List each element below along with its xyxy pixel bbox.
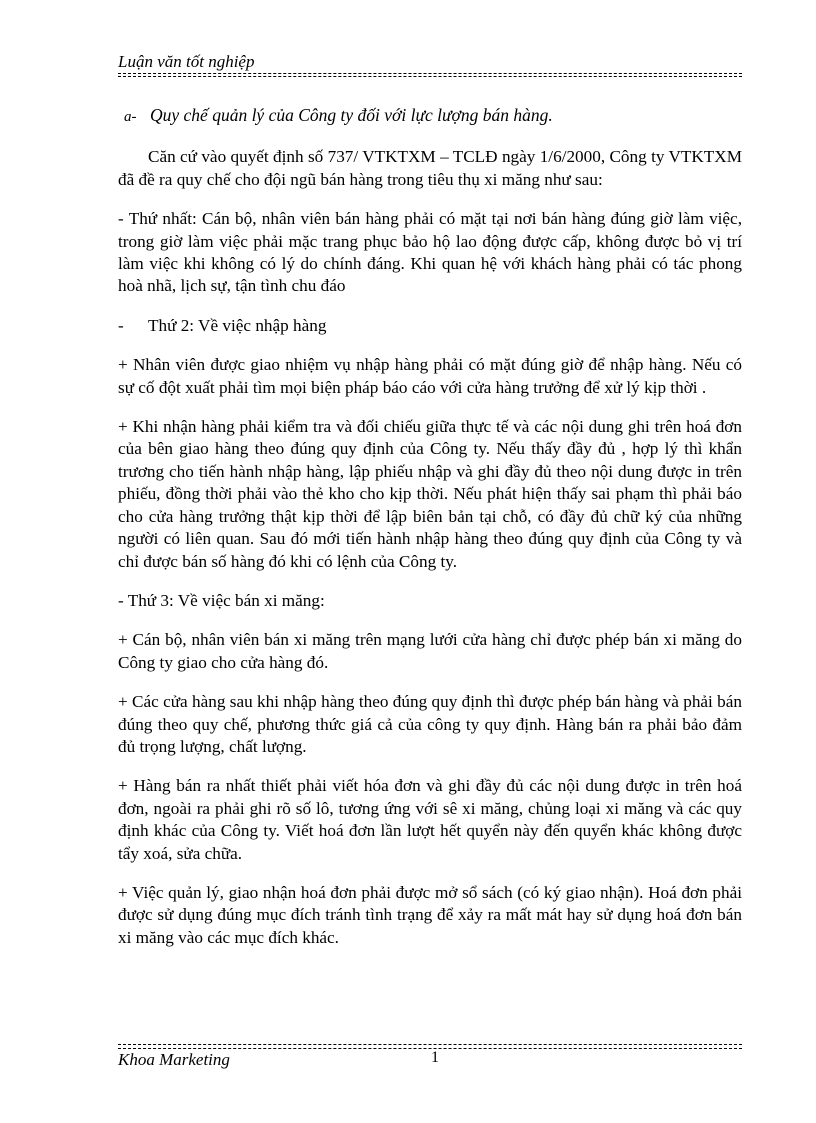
intro-paragraph: Căn cứ vào quyết định số 737/ VTKTXM – TCLĐ ngày 1/6/2000, Công ty VTKTXM đã đề ra quy chế cho đội ngũ bán hàng trong tiêu thụ xi măng như sau: <box>118 147 742 189</box>
second-rule-item-b: + Khi nhận hàng phải kiểm tra và đối chiếu giữa thực tế và các nội dung ghi trên hoá đơn của bên giao hàng theo đúng quy định của Công ty. Nếu thấy đầy đủ , hợp lý thì khẩn trương cho tiến hành nhập hàng, lập phiếu nhập và ghi đầy đủ theo nội dung được in trên phiếu, đồng thời phải vào thẻ kho cho kịp thời. Nếu phát hiện thấy sai phạm thì phải báo cho cửa hàng trưởng thật kịp thời để lập biên bản tại chỗ, có đầy đủ chữ ký của những người có liên quan. Sau đó mới tiến hành nhập hàng theo đúng quy định của Công ty và chỉ được bán số hàng đó khi có lệnh của Công ty. <box>118 417 742 571</box>
second-rule-heading <box>118 315 742 337</box>
section-heading-text: Quy chế quản lý của Công ty đối với lực lượng bán hàng. <box>150 105 553 125</box>
third-rule-item-c: + Hàng bán ra nhất thiết phải viết hóa đơn và ghi đầy đủ các nội dung được in trên hoá đơn, ngoài ra phải ghi rõ số lô, tương ứng với sê xi măng, chủng loại xi măng và các quy định khác của Công ty. Viết hoá đơn lần lượt hết quyển này đến quyển khác không được tẩy xoá, sửa chữa. <box>118 776 742 863</box>
first-rule-paragraph: - Thứ nhất: Cán bộ, nhân viên bán hàng phải có mặt tại nơi bán hàng đúng giờ làm việc, trong giờ làm việc phải mặc trang phục bảo hộ lao động được cấp, không được bỏ vị trí làm việc khi không có lý do chính đáng. Khi quan hệ với khách hàng phải có tác phong hoà nhã, lịch sự, tận tình chu đáo <box>118 209 742 296</box>
third-rule-item-b: + Các cửa hàng sau khi nhập hàng theo đúng quy định thì được phép bán hàng và phải bán đúng theo quy chế, phương thức giá cả của công ty quy định. Hàng bán ra phải bảo đảm đủ trọng lượng, chất lượng. <box>118 692 742 756</box>
footer-divider-secondary <box>118 1048 742 1049</box>
third-rule-item-d: + Việc quản lý, giao nhận hoá đơn phải được mở sổ sách (có ký giao nhận). Hoá đơn phải được sử dụng đúng mục đích tránh tình trạng để xảy ra mất mát hay sử dụng hoá đơn bán xi măng vào các mục đích khác. <box>118 882 742 947</box>
second-rule-item-a: + Nhân viên được giao nhiệm vụ nhập hàng phải có mặt đúng giờ để nhập hàng. Nếu có sự cố đột xuất phải tìm mọi biện pháp báo cáo với cửa hàng trưởng để xử lý kịp thời . <box>118 355 742 397</box>
footer-divider <box>118 1044 742 1045</box>
header-title: Luận văn tốt nghiệp <box>118 52 255 71</box>
section-marker: a- <box>124 109 137 125</box>
third-rule-heading: - Thứ 3: Về việc bán xi măng: <box>118 590 325 610</box>
second-rule-heading-text: Thứ 2: Về việc nhập hàng <box>148 315 327 335</box>
document-body <box>118 104 742 966</box>
section-heading <box>124 104 742 128</box>
header-divider-secondary <box>118 76 742 77</box>
list-dash: - <box>118 315 124 335</box>
header-divider <box>118 73 742 74</box>
third-rule-item-a: + Cán bộ, nhân viên bán xi măng trên mạng lưới cửa hàng chỉ được phép bán xi măng do Công ty giao cho cửa hàng đó. <box>118 630 742 672</box>
page-number: 1 <box>431 1049 439 1066</box>
footer-department: Khoa Marketing <box>118 1050 230 1069</box>
page-header <box>118 52 742 72</box>
